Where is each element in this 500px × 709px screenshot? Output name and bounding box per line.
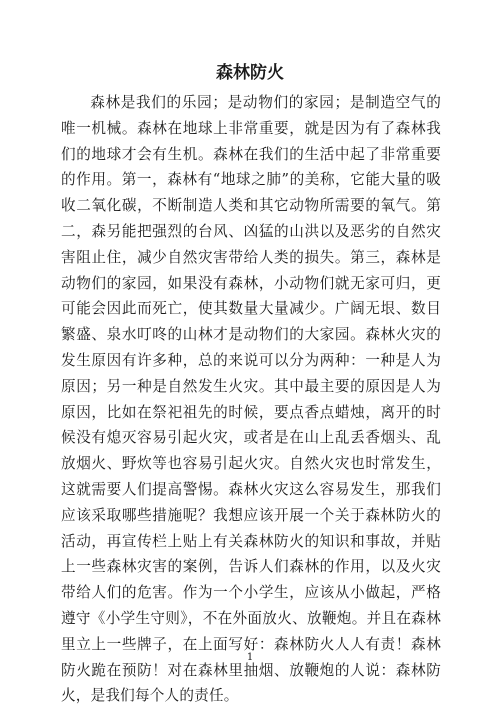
document-title: 森林防火 (216, 63, 284, 83)
page-number: 1 (246, 652, 254, 663)
document-body-paragraph: 森林是我们的乐园；是动物们的家园；是制造空气的唯一机械。森林在地球上非常重要，就是因为有了森林我们的地球才会有生机。森林在我们的生活中起了非常重要的作用。第一，森林有“地球之肺”的美称，它能大量的吸收二氧化碳，不断制造人类和其它动物所需要的氧气。第二，森另能把强烈的台风、凶猛的山洪以及恶劣的自然灾害阻止住，减少自然灾害带给人类的损失。第三，森林是动物们的家园，如果没有森林，小动物们就无家可归，更可能会因此而死亡，使其数量大量减少。广阔无垠、数目繁盛、泉水叮咚的山林才是动物们的大家园。森林火灾的发生原因有许多种，总的来说可以分为两种：一种是人为原因；另一种是自然发生火灾。其中最主要的原因是人为原因，比如在祭祀祖先的时候，要点香点蜡烛，离开的时候没有熄灭容易引起火灾，或者是在山上乱丢香烟头、乱放烟火、野炊等也容易引起火灾。自然火灾也时常发生，这就需要人们提高警惕。森林火灾这么容易发生，那我们应该采取哪些措施呢？我想应该开展一个关于森林防火的活动，再宣传栏上贴上有关森林防火的知识和事故，并贴上一些森林灾害的案例，告诉人们森林的作用，以及火灾带给人们的危害。作为一个小学生，应该从小做起，严格遵守《小学生守则》，不在外面放火、放鞭炮。并且在森林里立上一些牌子，在上面写好：森林防火人人有责！森林防火跪在预防！对在森林里抽烟、放鞭炮的人说：森林防火，是我们每个人的责任。 (61, 94, 441, 705)
